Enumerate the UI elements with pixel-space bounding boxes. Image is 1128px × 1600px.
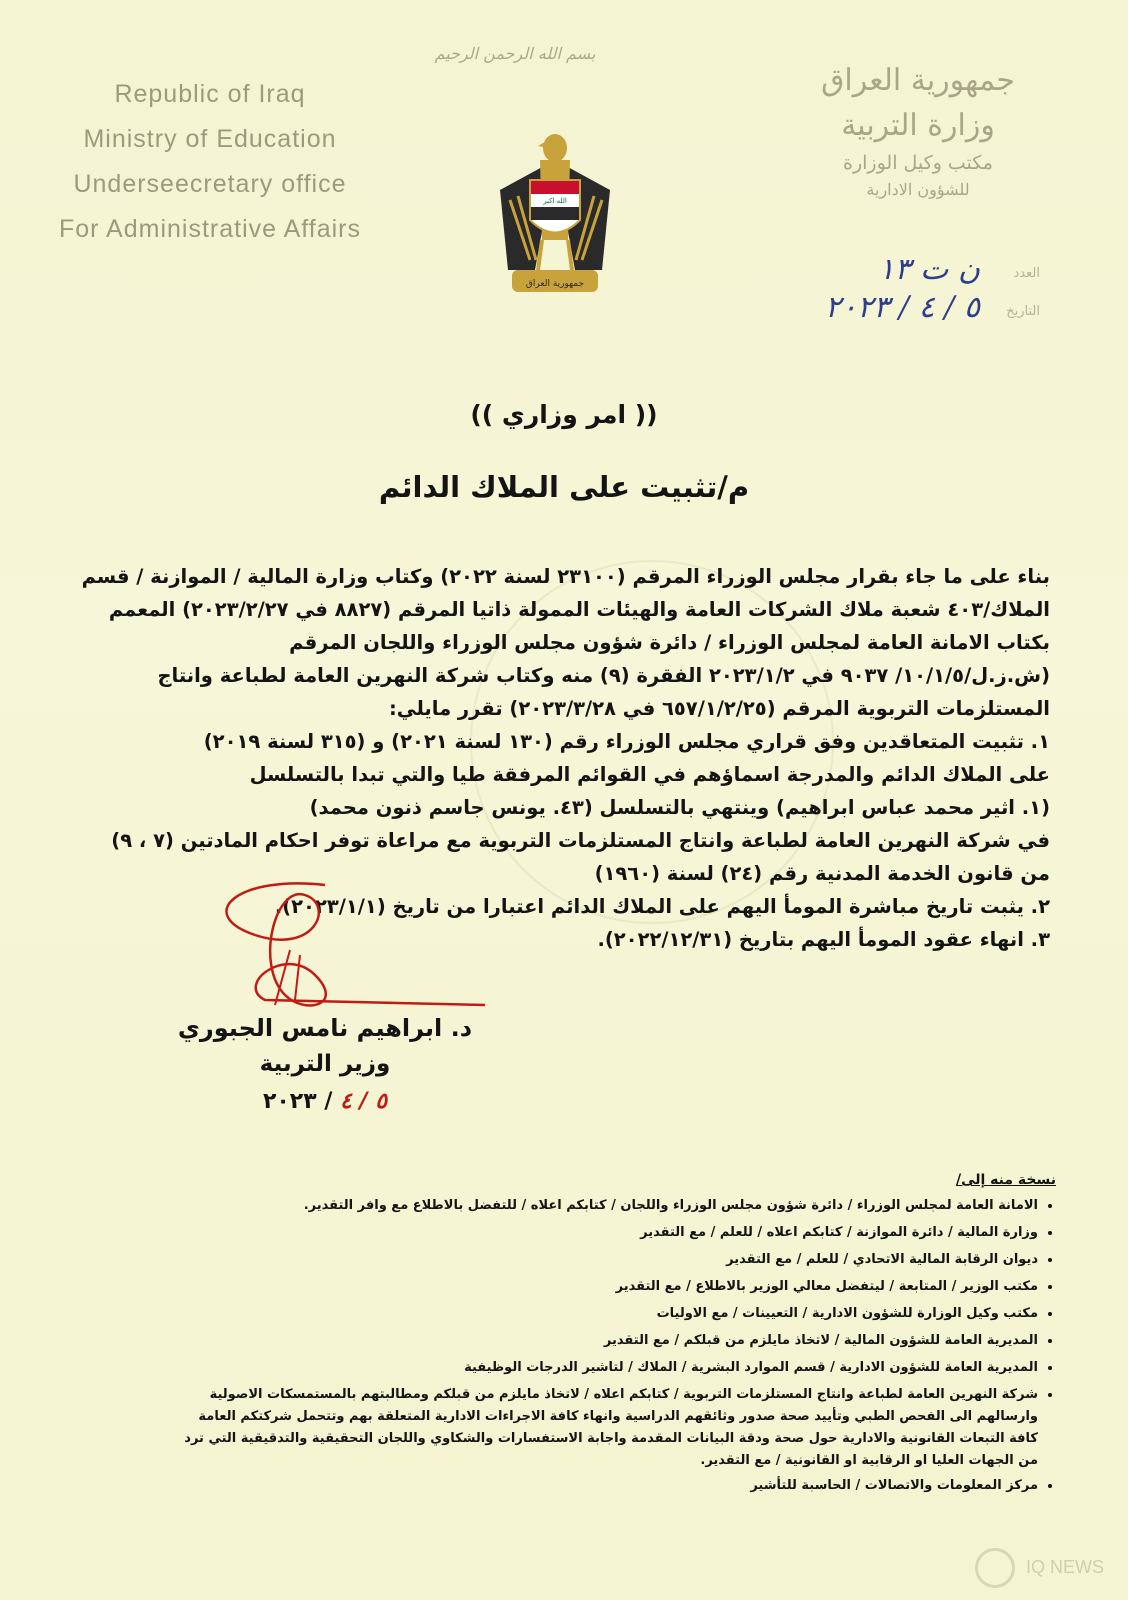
number-value: ن ت ١٣	[878, 252, 980, 287]
list-item: • مركز المعلومات والاتصالات / الحاسبة للتأشير	[56, 1472, 1038, 1499]
english-letterhead	[40, 72, 380, 252]
body-line: ١. تثبيت المتعاقدين وفق قراري مجلس الوزراء رقم (١٣٠ لسنة ٢٠٢١) و (٣١٥ لسنة ٢٠١٩)	[203, 730, 1050, 753]
list-item: • المديرية العامة للشؤون المالية / لاتخاذ مايلزم من قبلكم / مع التقدير	[56, 1327, 1038, 1354]
date-value: ٥ / ٤ / ٢٠٢٣	[824, 290, 980, 325]
date-label: التاريخ	[1006, 304, 1040, 319]
iraq-eagle-emblem-icon	[490, 120, 620, 310]
arabic-letterhead	[788, 58, 1048, 202]
document-subject: م/تثبيت على الملاك الدائم	[378, 470, 750, 504]
body-line: ٢. يثبت تاريخ مباشرة المومأ اليهم على الملاك الدائم اعتبارا من تاريخ (٢٠٢٣/١/١).	[274, 895, 1050, 918]
body-line: (ش.ز.ل/١٠/١/٥/ ٩٠٣٧ في ٢٠٢٣/١/٢ الفقرة (٩) منه وكتاب شركة النهرين العامة لطباعة وانتاج	[157, 664, 1050, 687]
body-line: الملاك/٤٠٣ شعبة ملاك الشركات العامة والهيئات الممولة ذاتيا المرقم (٨٨٢٧ في ٢٠٢٣/٢/٢٧) المعمم	[108, 598, 1050, 621]
body-line: بناء على ما جاء بقرار مجلس الوزراء المرقم (٢٣١٠٠ لسنة ٢٠٢٢) وكتاب وزارة المالية / الموازنة / قسم	[81, 565, 1050, 588]
signature-date-handwritten: ٥ / ٤	[340, 1089, 388, 1114]
list-item: • المديرية العامة للشؤون الادارية / قسم الموارد البشرية / الملاك / لتاشير الدرجات الوظيفية	[56, 1354, 1038, 1381]
watermark-logo-icon	[975, 1548, 1015, 1588]
list-item: • الامانة العامة لمجلس الوزراء / دائرة شؤون مجلس الوزراء واللجان / كتابكم اعلاه / للتفضل بالاطلاع مع وافر التقدير.	[56, 1192, 1038, 1219]
signature-date-printed: / ٢٠٢٣	[262, 1089, 333, 1114]
list-item: • وزارة المالية / دائرة الموازنة / كتابكم اعلاه / للعلم / مع التقدير	[56, 1219, 1038, 1246]
list-item: • ديوان الرقابة المالية الاتحادي / للعلم / مع التقدير	[56, 1246, 1038, 1273]
signatory-position: وزير التربية	[259, 1051, 391, 1077]
signature-block	[175, 1010, 475, 1122]
body-line: ٣. انهاء عقود المومأ اليهم بتاريخ (٢٠٢٢/١٢/٣١).	[597, 928, 1050, 951]
copies-section	[56, 1172, 1056, 1499]
emblem-scroll-text: جمهورية العراق	[525, 279, 585, 289]
reference-block	[824, 252, 1040, 328]
list-item-line: • شركة النهرين العامة لطباعة وانتاج المستلزمات التربوية / كتابكم اعلاه / لاتخاذ مايلزم من قبلكم ومطالبتهم بالمستمسكات الاصولية	[209, 1387, 1038, 1402]
signature-date	[175, 1082, 475, 1122]
document-title: (( امر وزاري ))	[470, 400, 658, 429]
body-line: المستلزمات التربوية المرقم (٦٥٧/١/٢/٢٥ في ٢٠٢٣/٣/٢٨) تقرر مايلي:	[388, 697, 1050, 720]
list-item-line: من الجهات العليا او الرقابية او القانونية / مع التقدير.	[700, 1453, 1038, 1468]
body-line: على الملاك الدائم والمدرجة اسماؤهم في القوائم المرفقة طيا والتي تبدا بالتسلسل	[249, 763, 1050, 786]
body-line: بكتاب الامانة العامة لمجلس الوزراء / دائرة شؤون مجلس الوزراء واللجان المرقم	[289, 631, 1050, 654]
letterhead-country-ar: جمهورية العراق	[821, 63, 1015, 98]
number-label: العدد	[1013, 266, 1040, 281]
copies-list	[56, 1192, 1056, 1499]
basmala: بسم الله الرحمن الرحيم	[434, 44, 596, 63]
list-item	[56, 1381, 1038, 1472]
emblem-banner-text: الله اكبر	[543, 197, 567, 205]
body-line: (١. اثير محمد عباس ابراهيم) وينتهي بالتسلسل (٤٣. يونس جاسم ذنون محمد)	[309, 796, 1050, 819]
letterhead-office: Underseecretary office	[73, 170, 347, 198]
letterhead-ministry: Ministry of Education	[83, 125, 337, 153]
list-item: • مكتب الوزير / المتابعة / ليتفضل معالي الوزير بالاطلاع / مع التقدير	[56, 1273, 1038, 1300]
list-item-line: كافة التبعات القانونية والادارية حول صحة ودقة البيانات المقدمة واجابة الاستفسارات والشكاوي واللجان التحقيقية والتدقيقية التي ترد	[184, 1431, 1038, 1446]
list-item: • مكتب وكيل الوزارة للشؤون الادارية / التعيينات / مع الاوليات	[56, 1300, 1038, 1327]
body-line: في شركة النهرين العامة لطباعة وانتاج المستلزمات التربوية مع مراعاة توفر احكام المادتين (٧ ، ٩)	[111, 829, 1050, 852]
watermark-text: IQ NEWS	[1025, 1556, 1104, 1577]
copies-header: نسخة منه إلى/	[955, 1172, 1056, 1188]
list-item-line: وارسالهم الى الفحص الطبي وتأييد صحة صدور وثائقهم الدراسية وانهاء كافة الاجراءات الادارية المتعلقة بهم وتتحمل شركتكم العامة	[198, 1409, 1038, 1424]
letterhead-ministry-ar: وزارة التربية	[841, 108, 995, 143]
letterhead-country: Republic of Iraq	[114, 80, 306, 108]
body-line: من قانون الخدمة المدنية رقم (٢٤) لسنة (١٩٦٠)	[594, 862, 1050, 885]
news-watermark	[975, 1548, 1104, 1588]
letterhead-office-ar: مكتب وكيل الوزارة	[843, 152, 993, 174]
letterhead-department-ar: للشؤون الادارية	[866, 180, 970, 199]
letterhead-department: For Administrative Affairs	[58, 215, 362, 243]
signatory-name: د. ابراهيم نامس الجبوري	[177, 1014, 473, 1042]
